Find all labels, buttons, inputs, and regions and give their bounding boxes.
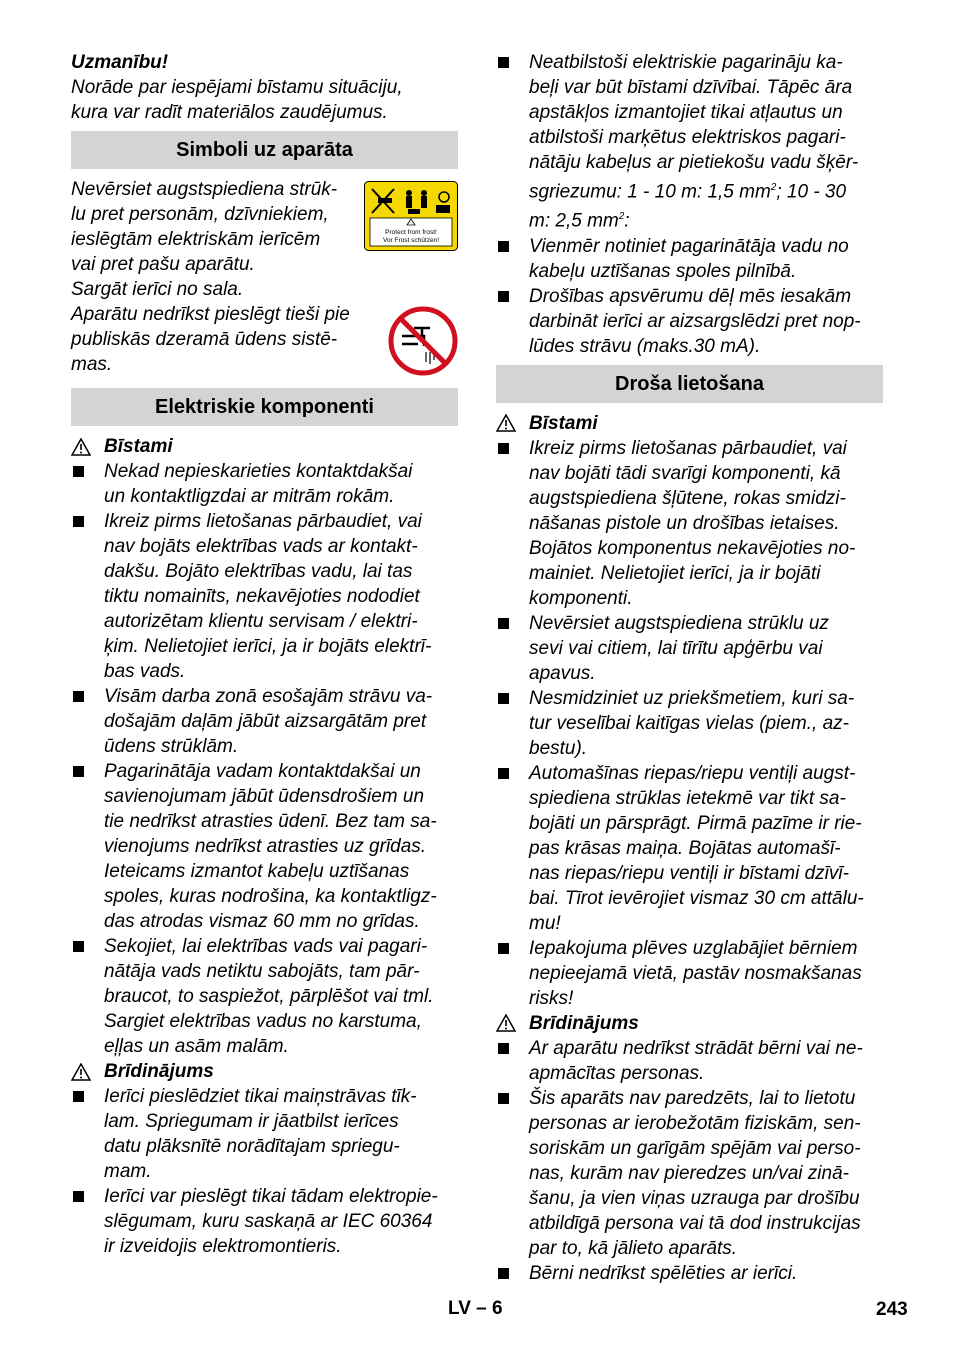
text-line: Drošības apsvērumu dēļ mēs iesakām bbox=[529, 285, 852, 307]
text-line: das atrodas vismaz 60 mm no grīdas. bbox=[104, 911, 420, 932]
text-line: nātāja vads netiktu sabojāts, tam pār- bbox=[104, 961, 420, 982]
warning-label: Brīdinājums bbox=[104, 1061, 214, 1082]
text-line: Norāde par iespējami bīstamu situāciju, bbox=[71, 77, 403, 98]
frost-label-en: Protect from frost! bbox=[385, 229, 437, 236]
text-line: apavus. bbox=[529, 662, 596, 684]
text-line: autorizētam klientu servisam / elektri- bbox=[104, 611, 418, 632]
text-line: nepieejamā vietā, pastāv nosmakšanas bbox=[529, 962, 862, 984]
list-item bbox=[71, 684, 458, 759]
text-line: Sargāt ierīci no sala. bbox=[71, 279, 244, 300]
warning-triangle-icon bbox=[71, 438, 91, 456]
text-line: soriskām un garīgām spējām vai perso- bbox=[529, 1137, 861, 1159]
text-line: vai pret pašu aparātu. bbox=[71, 254, 255, 275]
text-line bbox=[529, 175, 883, 204]
danger-line bbox=[496, 411, 883, 436]
cable-spec-2: m: 2,5 mm bbox=[529, 210, 619, 232]
text-line: spoles, kuras nodrošina, ka kontaktligz- bbox=[104, 886, 437, 907]
danger-label: Bīstami bbox=[104, 436, 173, 457]
caution-text bbox=[71, 75, 458, 125]
text-line: pas krāsas maiņa. Bojātas automašī- bbox=[529, 837, 841, 859]
text-line: nav bojāti tādi svarīgi komponenti, kā bbox=[529, 462, 841, 484]
text-line: Neatbilstoši elektriskie pagarināju ka- bbox=[529, 52, 843, 73]
section-heading-electrical: Elektriskie komponenti bbox=[71, 388, 458, 426]
warning-list bbox=[496, 1036, 883, 1286]
list-item bbox=[496, 936, 883, 1011]
danger-line bbox=[71, 434, 458, 459]
warning-triangle-icon bbox=[496, 1014, 516, 1032]
text-line: Vienmēr notiniet pagarinātāja vadu no bbox=[529, 235, 849, 257]
text-line: lam. Spriegumam ir jāatbilst ierīces bbox=[104, 1111, 399, 1132]
text-line: savienojumam jābūt ūdensdrošiem un bbox=[104, 786, 425, 807]
text-line: bai. Tīrot ievērojiet vismaz 30 cm attālu- bbox=[529, 887, 864, 909]
text-line: Automašīnas riepas/riepu ventiļi augst- bbox=[529, 762, 856, 784]
danger-list bbox=[496, 436, 883, 1011]
superscript: 2 bbox=[618, 211, 625, 223]
text-line: bestu). bbox=[529, 737, 588, 759]
warning-line bbox=[496, 1011, 883, 1036]
text-line bbox=[529, 204, 883, 233]
text-line: Pagarinātāja vadam kontaktdakšai un bbox=[104, 761, 421, 782]
text-line: Ikreiz pirms lietošanas pārbaudiet, vai bbox=[104, 511, 422, 532]
no-drinking-water-connection-icon bbox=[388, 306, 458, 376]
text-line: un kontaktligzdai ar mitrām rokām. bbox=[104, 486, 395, 507]
text-line: risks! bbox=[529, 987, 574, 1009]
text-line: nas, kurām nav pieredzes un/vai zinā- bbox=[529, 1162, 849, 1184]
symbols-block bbox=[71, 177, 458, 302]
text-line: apmācītas personas. bbox=[529, 1062, 705, 1084]
list-item bbox=[71, 1184, 458, 1259]
section-heading-symbols: Simboli uz aparāta bbox=[71, 131, 458, 169]
extension-cable-list bbox=[496, 50, 883, 359]
symbols-block-2 bbox=[71, 302, 458, 382]
text-line: šanu, ja vien viņas uzrauga par drošību bbox=[529, 1187, 860, 1209]
cable-spec-1b: ; 10 - 30 bbox=[776, 181, 847, 203]
list-item bbox=[71, 509, 458, 684]
list-item bbox=[71, 759, 458, 934]
text-line: Ierīci var pieslēgt tikai tādam elektropie- bbox=[104, 1186, 438, 1207]
list-item bbox=[496, 1261, 883, 1286]
text-line: darbināt ierīci ar aizsargslēdzi pret nop- bbox=[529, 310, 861, 332]
text-line: braucot, to saspiežot, pārplēšot vai tml. bbox=[104, 986, 434, 1007]
text-line: par to, kā jālieto aparāts. bbox=[529, 1237, 738, 1259]
text-line: nav bojāts elektrības vads ar kontakt- bbox=[104, 536, 418, 557]
list-item bbox=[496, 1086, 883, 1261]
text-line: publiskās dzeramā ūdens sistē- bbox=[71, 329, 338, 350]
text-line: atbilstoši marķētus elektriskos pagari- bbox=[529, 127, 846, 148]
text-line: slēgumam, kuru saskaņā ar IEC 60364 bbox=[104, 1211, 433, 1232]
text-line: tie nedrīkst atrasties ūdenī. Bez tam sa- bbox=[104, 811, 437, 832]
footer-section-label: LV – 6 bbox=[448, 1298, 503, 1319]
frost-warning-label-icon bbox=[364, 181, 458, 251]
superscript: 2 bbox=[770, 182, 777, 193]
text-line: Sargiet elektrības vadus no karstuma, bbox=[104, 1011, 422, 1032]
text-line: eļļas un asām malām. bbox=[104, 1036, 289, 1057]
text-line: Aparātu nedrīkst pieslēgt tieši pie bbox=[71, 304, 350, 325]
text-line: ir izveidojis elektromontieris. bbox=[104, 1236, 342, 1257]
text-line: nas riepas/riepu ventiļi ir bīstami dzīvī- bbox=[529, 862, 849, 884]
list-item bbox=[496, 686, 883, 761]
warning-line bbox=[71, 1059, 458, 1084]
text-line: Visām darba zonā esošajām strāvu va- bbox=[104, 686, 433, 707]
text-line: Šis aparāts nav paredzēts, lai to lietotu bbox=[529, 1087, 856, 1109]
text-line: atbildīgā persona vai tā dod instrukcijas bbox=[529, 1212, 861, 1234]
text-line: mu! bbox=[529, 912, 561, 934]
left-column bbox=[71, 50, 458, 1259]
text-line: bas vads. bbox=[104, 661, 186, 682]
danger-label: Bīstami bbox=[529, 412, 598, 434]
list-item bbox=[71, 934, 458, 1059]
text-line: Nesmidziniet uz priekšmetiem, kuri sa- bbox=[529, 687, 855, 709]
text-line: kura var radīt materiālos zaudējumus. bbox=[71, 102, 388, 123]
text-line: kabeļu uztīšanas spoles pilnībā. bbox=[529, 260, 797, 282]
text-line: lūdes strāvu (maks.30 mA). bbox=[529, 335, 761, 357]
list-item bbox=[496, 284, 883, 359]
text-line: Nevērsiet augstspiediena strūklu uz bbox=[529, 612, 829, 634]
text-line: augstspiediena šļūtene, rokas smidzi- bbox=[529, 487, 846, 509]
symbols-text-2 bbox=[71, 302, 361, 377]
text-line: dakšu. Bojāto elektrības vadu, lai tas bbox=[104, 561, 413, 582]
text-line: tiktu nomainīts, nekavējoties nododiet bbox=[104, 586, 420, 607]
text-line: mam. bbox=[104, 1161, 152, 1182]
text-line: Ikreiz pirms lietošanas pārbaudiet, vai bbox=[529, 437, 847, 459]
text-line: bojāti un pārsprāgt. Pirmā pazīme ir rie- bbox=[529, 812, 862, 834]
page-number: 243 bbox=[876, 1299, 908, 1320]
list-item bbox=[496, 761, 883, 936]
text-line: Bojātos komponentus nekavējoties no- bbox=[529, 537, 856, 559]
text-line: mainiet. Nelietojiet ierīci, ja ir bojāti bbox=[529, 562, 821, 584]
text-line: Iepakojuma plēves uzglabājiet bērniem bbox=[529, 937, 858, 959]
text-line: ķim. Nelietojiet ierīci, ja ir bojāts elektrī- bbox=[104, 636, 432, 657]
list-item bbox=[496, 234, 883, 284]
symbols-text bbox=[71, 177, 361, 302]
text-line: Nevērsiet augstspiediena strūk- bbox=[71, 179, 338, 200]
text-line: Ierīci pieslēdziet tikai maiņstrāvas tīk- bbox=[104, 1086, 417, 1107]
text-line: personas ar ierobežotām fiziskām, sen- bbox=[529, 1112, 861, 1134]
warning-triangle-icon bbox=[71, 1063, 91, 1081]
text-line: nātāju kabeļus ar pietiekošu vadu šķēr- bbox=[529, 152, 859, 173]
text-line: Bērni nedrīkst spēlēties ar ierīci. bbox=[529, 1262, 798, 1284]
text-line: vienojums nedrīkst atrasties uz grīdas. bbox=[104, 836, 427, 857]
text-line: datu plāksnītē norādītajam spriegu- bbox=[104, 1136, 400, 1157]
text-line: sevi vai citiem, lai tīrītu apģērbu vai bbox=[529, 637, 823, 659]
text-line: spiediena strūklas ietekmē var tikt sa- bbox=[529, 787, 846, 809]
caution-title: Uzmanību! bbox=[71, 52, 169, 73]
list-item bbox=[71, 459, 458, 509]
frost-label-de: Vor Frost schützen! bbox=[383, 237, 439, 244]
cable-spec-2b: : bbox=[624, 210, 630, 232]
list-item bbox=[496, 1036, 883, 1086]
list-item bbox=[496, 611, 883, 686]
text-line: nāšanas pistole un drošības ietaises. bbox=[529, 512, 840, 534]
list-item bbox=[71, 1084, 458, 1184]
list-item bbox=[496, 50, 883, 234]
text-line: ieslēgtām elektriskām ierīcēm bbox=[71, 229, 321, 250]
text-line: došajām daļām jābūt aizsargātām pret bbox=[104, 711, 427, 732]
text-line: mas. bbox=[71, 354, 113, 375]
danger-list bbox=[71, 459, 458, 1059]
section-heading-safe-use: Droša lietošana bbox=[496, 365, 883, 403]
text-line: Sekojiet, lai elektrības vads vai pagari- bbox=[104, 936, 428, 957]
right-column bbox=[496, 50, 883, 1286]
text-line: Ar aparātu nedrīkst strādāt bērni vai ne- bbox=[529, 1037, 863, 1059]
text-line: ūdens strūklām. bbox=[104, 736, 239, 757]
warning-label: Brīdinājums bbox=[529, 1012, 639, 1034]
text-line: lu pret personām, dzīvniekiem, bbox=[71, 204, 329, 225]
list-item bbox=[496, 436, 883, 611]
text-line: tur veselībai kaitīgas vielas (piem., az- bbox=[529, 712, 849, 734]
text-line: Nekad nepieskarieties kontaktdakšai bbox=[104, 461, 413, 482]
text-line: Ieteicams izmantot kabeļu uztīšanas bbox=[104, 861, 410, 882]
text-line: apstākļos izmantojiet tikai atļautus un bbox=[529, 102, 843, 123]
warning-list bbox=[71, 1084, 458, 1259]
text-line: beļi var būt bīstami dzīvībai. Tāpēc āra bbox=[529, 77, 853, 98]
warning-triangle-icon bbox=[496, 414, 516, 432]
text-line: komponenti. bbox=[529, 587, 633, 609]
cable-spec-1: sgriezumu: 1 - 10 m: 1,5 mm bbox=[529, 181, 771, 203]
